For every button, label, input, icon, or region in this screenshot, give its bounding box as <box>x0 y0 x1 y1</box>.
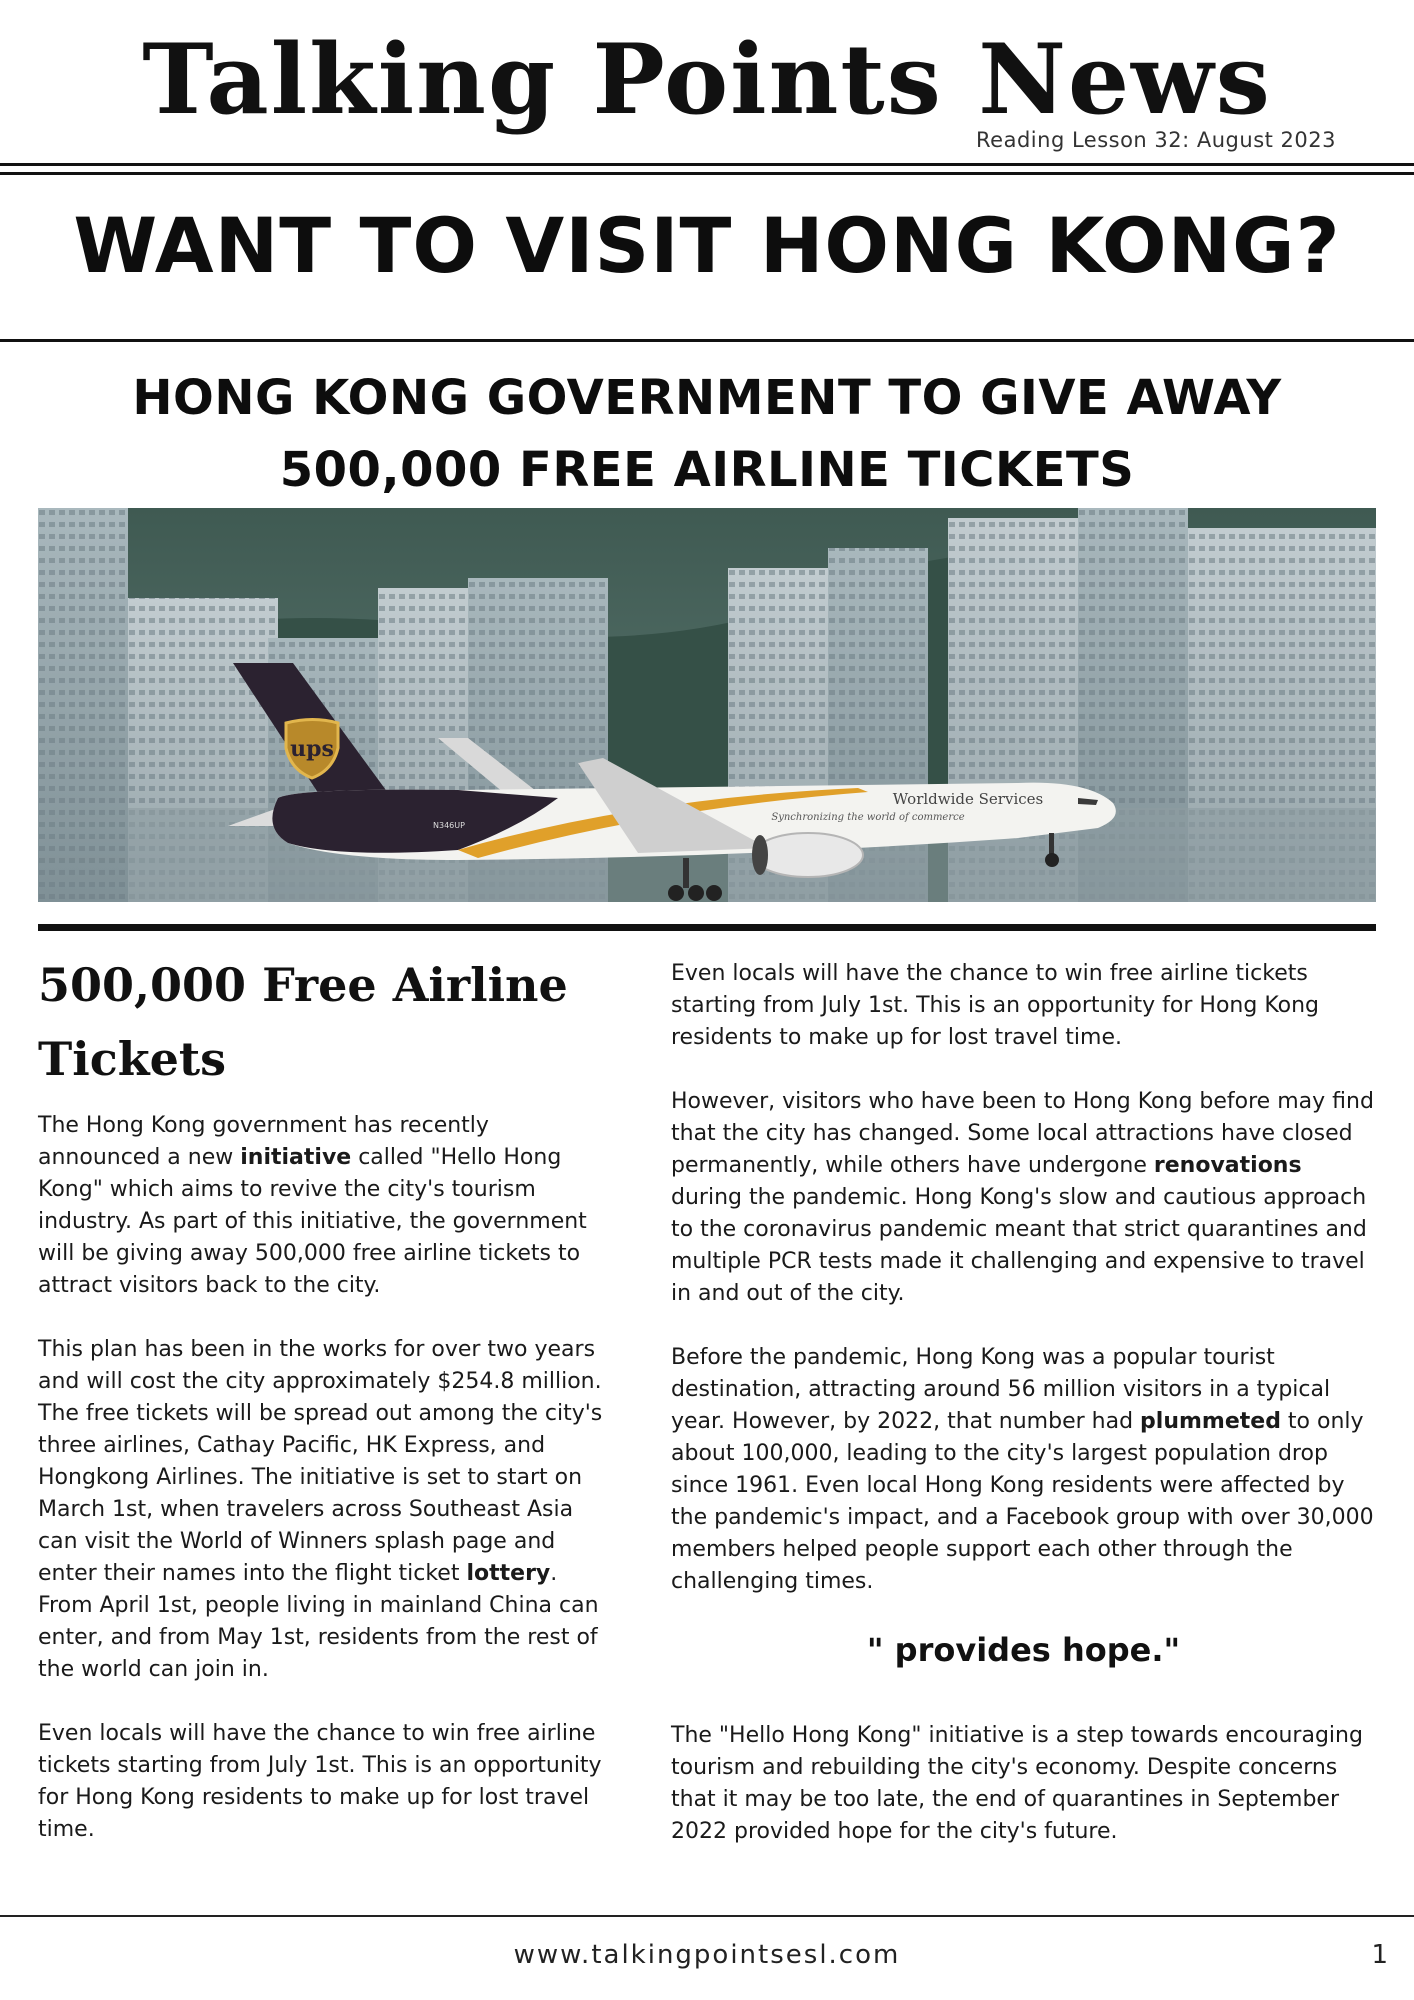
right-paragraph-4: The "Hello Hong Kong" initiative is a step towards encouraging tourism and rebuilding the city's economy. Despite concerns that it may be too late, the end of quarantines in September 2022 provided hope for the city's future. <box>671 1723 1363 1844</box>
section-title: 500,000 Free Airline Tickets <box>38 958 568 1086</box>
text-run: This plan has been in the works for over two years and will cost the city approximately $254.8 million. The free tickets will be spread out among the city's three airlines, Cathay Pacific, HK Express, and Hongkong Airlines. The initiative is set to start on March 1st, when travelers across Southeast Asia can visit the World of Winners splash page and enter their names into the flight ticket <box>38 1337 603 1586</box>
text-run: The Hong Kong government has recently announced a new <box>38 1113 489 1170</box>
cargo-plane-illustration <box>38 508 1376 902</box>
headline-rule <box>0 339 1414 342</box>
page-number: 1 <box>1371 1940 1388 1970</box>
subheadline-line-1: HONG KONG GOVERNMENT TO GIVE AWAY <box>132 370 1282 426</box>
footer-rule <box>0 1915 1414 1917</box>
left-paragraph-3: Even locals will have the chance to win free airline tickets starting from July 1st. This is an opportunity for Hong Kong residents to make up for lost travel time. <box>38 1721 602 1842</box>
pull-quote: " provides hope." <box>866 1631 1181 1669</box>
right-paragraph-1: Even locals will have the chance to win free airline tickets starting from July 1st. This is an opportunity for Hong Kong residents to make up for lost travel time. <box>671 961 1320 1050</box>
text-run: to only about 100,000, leading to the city's largest population drop since 1961. Even local Hong Kong residents were affected by the pandemic's impact, and a Facebook group with over 30,000 members helped people support each other through the challenging times. <box>671 1409 1374 1594</box>
edition-label: Reading Lesson 32: August 2023 <box>976 128 1336 152</box>
photo-rule <box>38 924 1376 931</box>
vocab-word-plummeted: plummeted <box>1140 1409 1281 1434</box>
left-paragraph-1 <box>38 1110 608 1302</box>
text-run: . From April 1st, people living in mainland China can enter, and from May 1st, residents from the rest of the world can join in. <box>38 1561 599 1682</box>
ups-logo-text: ups <box>290 736 334 762</box>
vocab-word-initiative: initiative <box>240 1145 352 1170</box>
masthead-title: Talking Points News <box>142 23 1272 136</box>
text-run: during the pandemic. Hong Kong's slow and cautious approach to the coronavirus pandemic meant that strict quarantines and multiple PCR tests made it challenging and expensive to travel in and out of the city. <box>671 1185 1367 1306</box>
subheadline <box>100 362 1314 506</box>
fuselage-text: Worldwide Services <box>892 790 1044 808</box>
subheadline-line-2: 500,000 FREE AIRLINE TICKETS <box>279 442 1135 498</box>
right-paragraph-2 <box>671 1086 1376 1310</box>
page-headline: WANT TO VISIT HONG KONG? <box>73 201 1341 290</box>
vocab-word-renovations: renovations <box>1153 1153 1302 1178</box>
vocab-word-lottery: lottery <box>466 1561 551 1586</box>
masthead-rule-bottom <box>0 172 1414 175</box>
masthead-rule-top <box>0 163 1414 166</box>
footer-url[interactable]: www.talkingpointsesl.com <box>513 1940 901 1970</box>
text-run: called "Hello Hong Kong" which aims to revive the city's tourism industry. As part of this initiative, the government will be giving away 500,000 free airline tickets to attract visitors back to the city. <box>38 1145 587 1298</box>
left-paragraph-2 <box>38 1334 608 1686</box>
cargo-plane-photo <box>38 508 1376 902</box>
text-run: Before the pandemic, Hong Kong was a popular tourist destination, attracting around 56 million visitors in a typical year. However, by 2022, that number had <box>671 1345 1331 1434</box>
right-paragraph-3 <box>671 1342 1376 1598</box>
article-left-column <box>38 948 608 1878</box>
registration-text: N346UP <box>433 821 465 830</box>
fuselage-subtext: Synchronizing the world of commerce <box>771 812 965 823</box>
text-run: However, visitors who have been to Hong Kong before may find that the city has changed. Some local attractions have closed permanently, while others have undergone <box>671 1089 1374 1178</box>
article-right-column <box>671 958 1376 1880</box>
